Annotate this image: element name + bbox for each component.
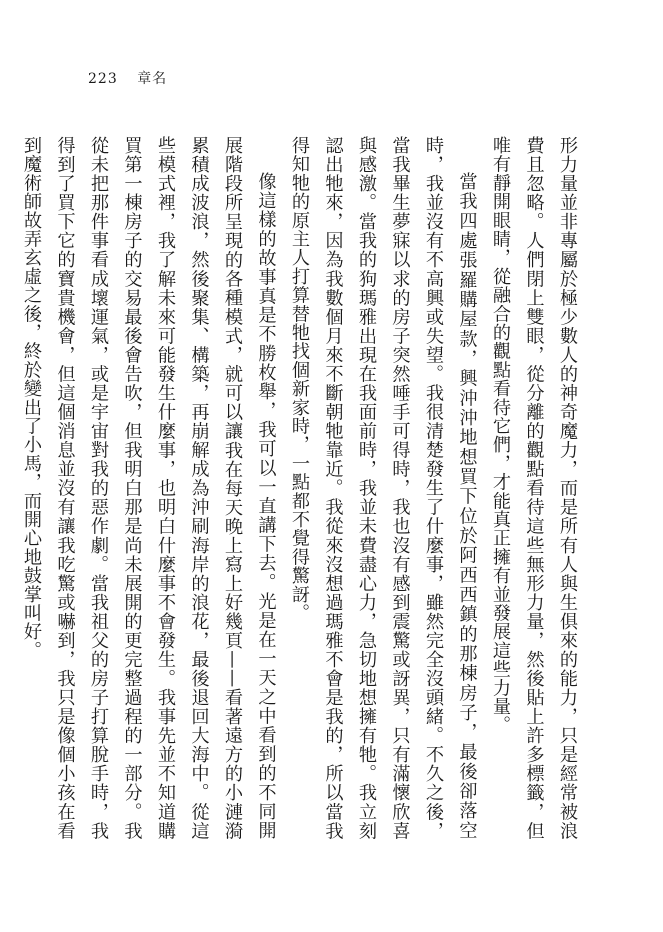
- page-number: 223: [88, 71, 118, 87]
- paragraph: 當我四處張羅購屋款，興沖沖地想買下位於阿西西鎮的那棟房子，最後卻落空時，我並沒有不高興或失望。我很清楚發生了什麼事，雖然完全沒頭緒。不久之後，當我畢生夢寐以求的房子突然唾手可得時，我也沒有感到震驚或訝異，只有滿懷欣喜與感激。當我的狗瑪雅出現在我面前時，我並未費盡心力，急切地想擁有牠。我立刻認出牠來，因為我數個月來不斷朝牠靠近。我從來沒想過瑪雅不會是我的，所以當我得知牠的原主人打算替牠找個新家時，一點都不覺得驚訝。: [289, 136, 478, 840]
- chapter-title: 章名: [137, 71, 168, 87]
- paragraph: 形力量並非專屬於極少數人的神奇魔力，而是所有人與生俱來的能力，只是經常被浪費且忽略。人們閉上雙眼，從分離的觀點看待這些無形力量，然後貼上許多標籤，但唯有靜開眼睛，從融合的觀點看待它們，才能真正擁有並發展這些力量。: [490, 136, 578, 840]
- page-header: [88, 68, 167, 88]
- paragraph: 像這樣的故事真是不勝枚舉，我可以一直講下去。光是在一天之中看到的不同開展階段所呈現的各種模式，就可以讓我在每天晚上寫上好幾頁——看著遠方的小漣漪累積成波浪，然後聚集、構築，再崩解成為沖刷海岸的浪花，最後退回大海中。從這些模式裡，我了解未來可能發生什麼事，也明白什麼事不會發生。我事先並不知道購買第一棟房子的交易最後會告吹，但我明白那是尚未展開的更完整過程的一部分。我從未把那件事看成壞運氣，或是宇宙對我的惡作劇。當我祖父的房子打算脫手時，我得到了買下它的寶貴機會，但這個消息並沒有讓我吃驚或嚇到，我只是像個小孩在看到魔術師故弄玄虛之後，終於變出了小馬，而開心地鼓掌叫好。: [21, 136, 277, 840]
- body-text: [21, 136, 584, 840]
